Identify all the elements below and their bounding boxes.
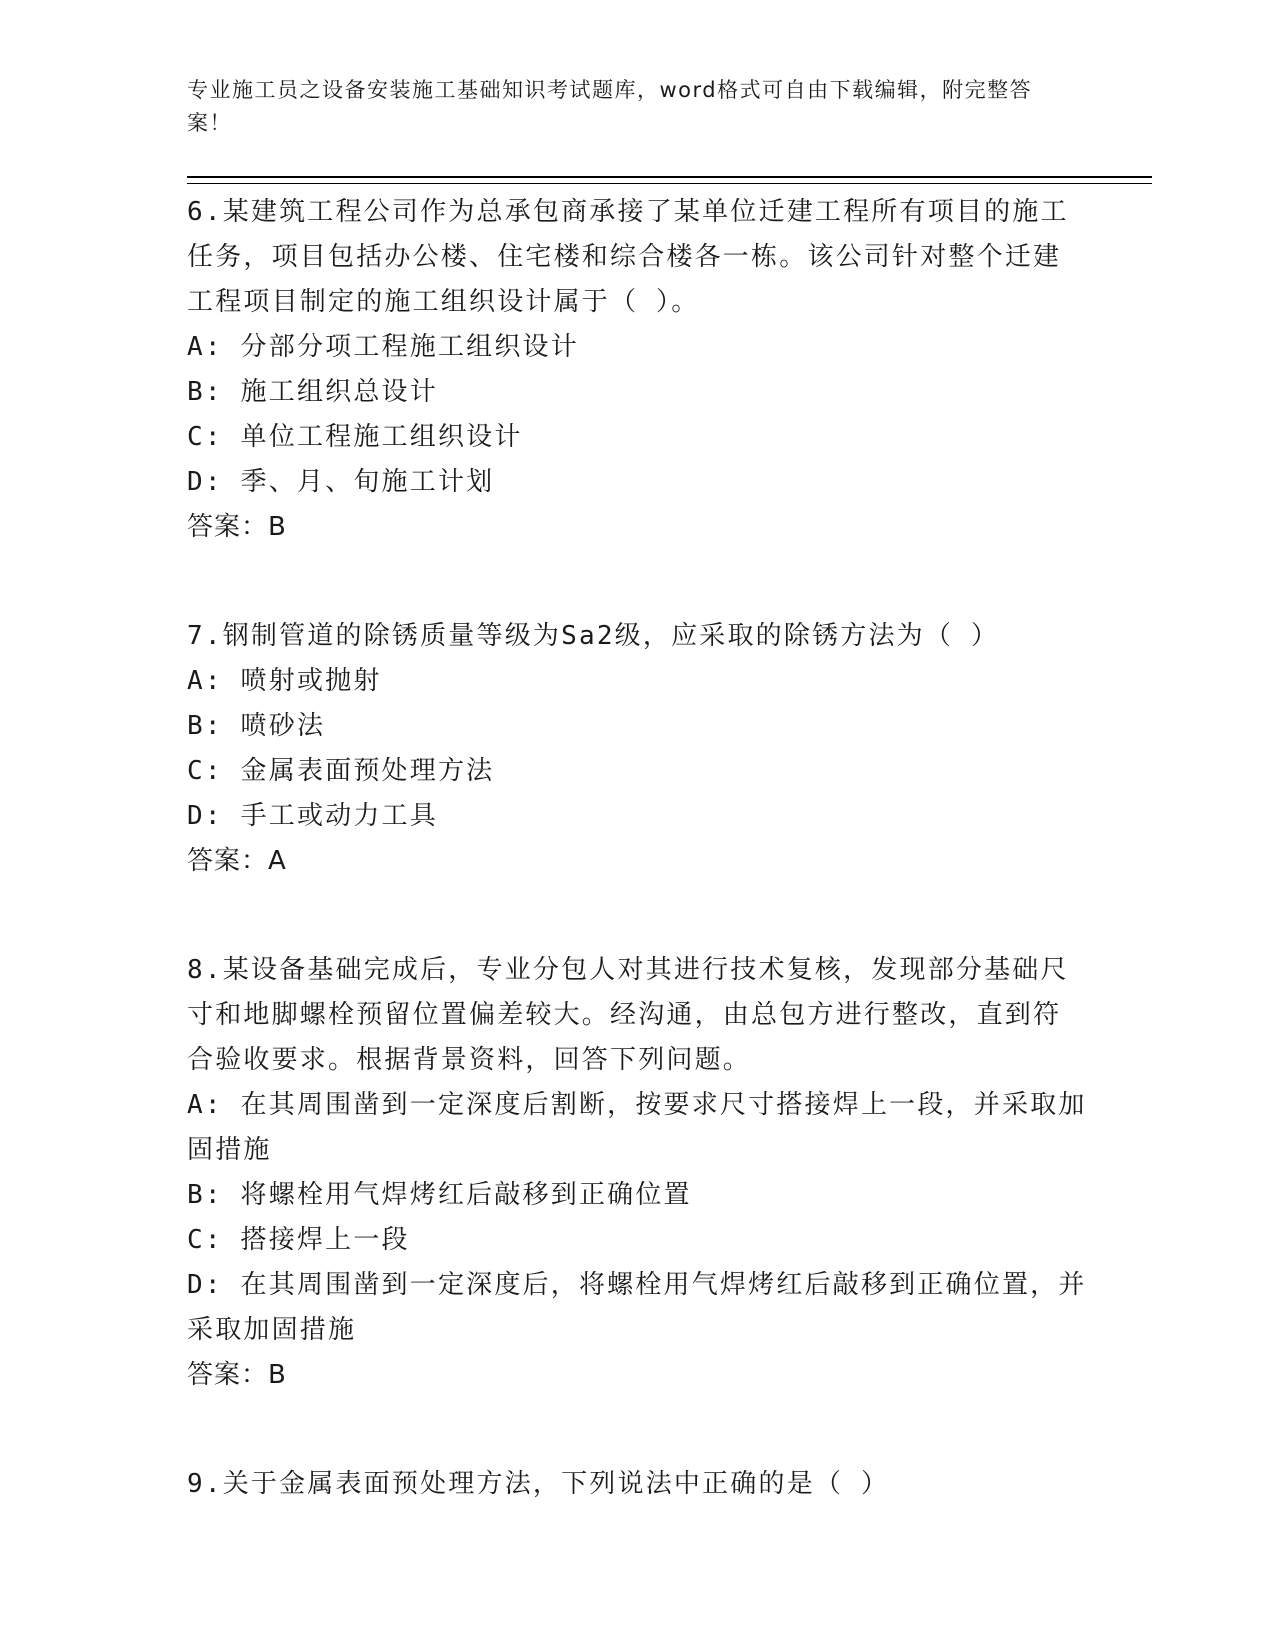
question-7 xyxy=(187,614,1087,884)
answer-label: 答案： xyxy=(187,846,269,876)
option-b: B: 喷砂法 xyxy=(187,711,326,741)
question-9 xyxy=(187,1462,1087,1507)
option-b: B: 施工组织总设计 xyxy=(187,377,438,407)
question-stem: 7.钢制管道的除锈质量等级为Sa2级，应采取的除锈方法为（ ） xyxy=(187,621,1000,651)
question-6 xyxy=(187,190,1087,550)
option-c: C: 金属表面预处理方法 xyxy=(187,756,495,786)
answer-line xyxy=(187,839,1087,884)
answer-value: B xyxy=(268,1360,287,1390)
answer-line xyxy=(187,1353,1087,1398)
option-a: A: 喷射或抛射 xyxy=(187,666,382,696)
answer-label: 答案： xyxy=(187,1360,269,1390)
header-divider-thick xyxy=(187,176,1152,178)
option-a: A: 在其周围凿到一定深度后割断，按要求尺寸搭接焊上一段，并采取加固措施 xyxy=(187,1090,1087,1165)
document-header: 专业施工员之设备安装施工基础知识考试题库，word格式可自由下载编辑，附完整答案！ xyxy=(187,78,1033,135)
answer-line xyxy=(187,505,1087,550)
question-list xyxy=(187,190,1087,1571)
answer-label: 答案： xyxy=(187,512,269,542)
answer-value: B xyxy=(268,512,287,542)
option-d: D: 手工或动力工具 xyxy=(187,801,438,831)
question-stem: 8.某设备基础完成后，专业分包人对其进行技术复核，发现部分基础尺寸和地脚螺栓预留位置偏差较大。经沟通，由总包方进行整改，直到符合验收要求。根据背景资料，回答下列问题。 xyxy=(187,955,1069,1075)
question-stem: 6.某建筑工程公司作为总承包商承接了某单位迁建工程所有项目的施工任务，项目包括办公楼、住宅楼和综合楼各一栋。该公司针对整个迁建工程项目制定的施工组织设计属于（ ）。 xyxy=(187,197,1069,317)
option-d: D: 在其周围凿到一定深度后，将螺栓用气焊烤红后敲移到正确位置，并采取加固措施 xyxy=(187,1270,1087,1345)
option-a: A: 分部分项工程施工组织设计 xyxy=(187,332,579,362)
question-stem: 9.关于金属表面预处理方法，下列说法中正确的是（ ） xyxy=(187,1469,890,1499)
answer-value: A xyxy=(268,846,287,876)
header-divider-thin xyxy=(187,183,1152,184)
question-8 xyxy=(187,948,1087,1398)
option-b: B: 将螺栓用气焊烤红后敲移到正确位置 xyxy=(187,1180,692,1210)
option-c: C: 单位工程施工组织设计 xyxy=(187,422,523,452)
option-c: C: 搭接焊上一段 xyxy=(187,1225,410,1255)
option-d: D: 季、月、旬施工计划 xyxy=(187,467,495,497)
